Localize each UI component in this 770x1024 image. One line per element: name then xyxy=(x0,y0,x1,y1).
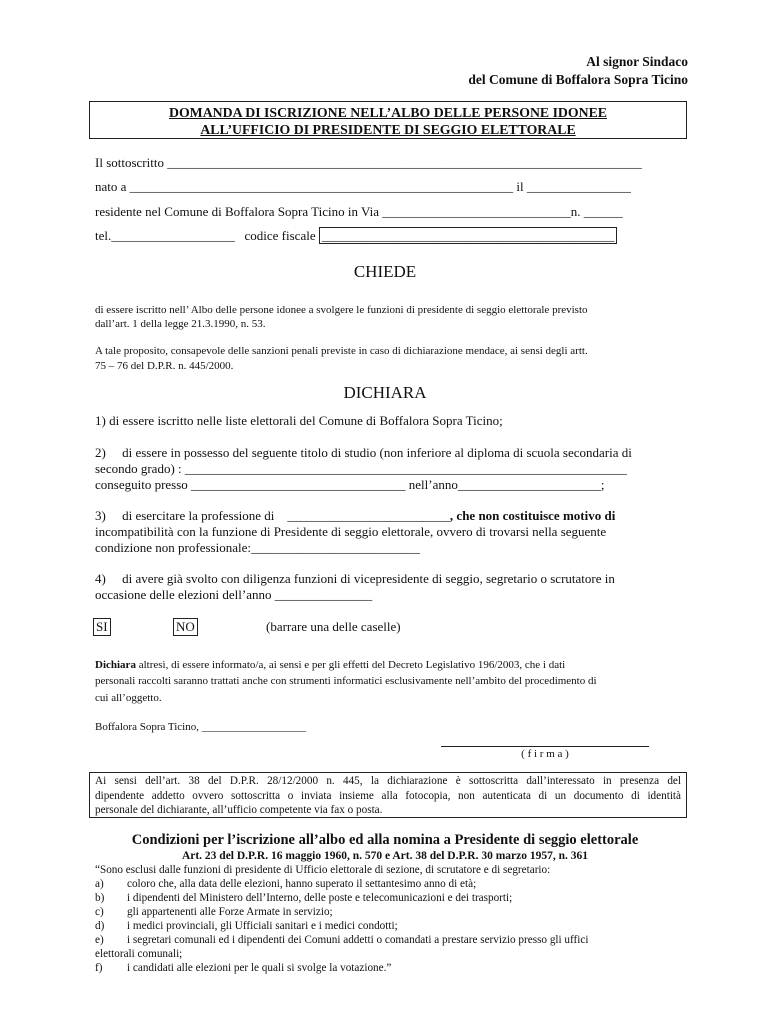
note-line-1: Ai sensi dell’art. 38 del D.P.R. 28/12/2000 n. 445, la dichiarazione è sottoscritta dall’interessato in presenza del xyxy=(95,775,681,787)
signature-line[interactable] xyxy=(441,746,649,747)
legal-note-box xyxy=(89,772,687,818)
condition-item-a xyxy=(95,878,476,890)
condition-text: i segretari comunali ed i dipendenti dei Comuni addetti o comandati a prestare servizio presso gli uffici xyxy=(127,934,589,946)
sottoscritto-blank[interactable]: _________________________________________________________________________ xyxy=(167,155,642,170)
sottoscritto-label: Il sottoscritto xyxy=(95,155,164,170)
dichiara-item-1: 1) di essere iscritto nelle liste elettorali del Comune di Boffalora Sopra Ticino; xyxy=(95,413,503,428)
n-blank[interactable]: ______ xyxy=(583,204,623,219)
dichiara-item-3-line-1 xyxy=(95,508,615,524)
chiede-para2-line1: A tale proposito, consapevole delle sanzioni penali previste in caso di dichiarazione mendace, ai sensi degli artt. xyxy=(95,345,588,357)
form-title-line-1: DOMANDA DI ISCRIZIONE NELL’ALBO DELLE PERSONE IDONEE xyxy=(168,105,608,120)
dichiara-heading: DICHIARA xyxy=(343,383,427,402)
field-sottoscritto xyxy=(95,155,642,171)
n-label: n. xyxy=(570,204,581,219)
condition-item-e-continuation: elettorali comunali; xyxy=(95,948,183,960)
item-2-number: 2) xyxy=(95,445,106,460)
tel-blank[interactable]: ___________________ xyxy=(111,228,235,243)
item-4-text-1: di avere già svolto con diligenza funzioni di vicepresidente di seggio, segretario o scrutatore in xyxy=(122,571,615,586)
item-3-number: 3) xyxy=(95,508,106,523)
item-3-text-1b: , che non costituisce motivo di xyxy=(449,508,616,523)
residente-label: residente nel Comune di Boffalora Sopra Ticino in Via xyxy=(95,204,379,219)
via-blank[interactable]: _____________________________ xyxy=(382,204,571,219)
cf-box[interactable]: _____________________________________________ xyxy=(319,227,618,244)
il-label: il xyxy=(516,179,524,194)
no-checkbox[interactable]: NO xyxy=(173,618,198,636)
form-title-line-2: ALL’UFFICIO DI PRESIDENTE DI SEGGIO ELETTORALE xyxy=(200,122,576,137)
condition-label: e) xyxy=(95,934,104,946)
recipient-line-2: del Comune di Boffalora Sopra Ticino xyxy=(468,72,688,87)
condition-label: d) xyxy=(95,920,105,932)
note-line-3: personale del dichiarante, all’ufficio competente via fax o posta. xyxy=(95,804,383,816)
privacy-line-2: personali raccolti saranno trattati anche con strumenti informatici esclusivamente nell’ambito del procedimento di xyxy=(95,675,597,687)
dichiara-item-2-line-1 xyxy=(95,445,632,461)
condition-label: c) xyxy=(95,906,104,918)
condition-text: coloro che, alla data delle elezioni, hanno superato il settantesimo anno di età; xyxy=(127,878,477,890)
chiede-para1-line1: di essere iscritto nell’ Albo delle persone idonee a svolgere le funzioni di presidente di seggio elettorale previsto xyxy=(95,304,588,316)
privacy-line-3: cui all’oggetto. xyxy=(95,692,162,704)
dichiara-item-4-line-1 xyxy=(95,571,615,587)
privacy-line-1 xyxy=(95,659,565,671)
privacy-line-1-text: altresì, di essere informato/a, ai sensi e per gli effetti del Decreto Legislativo 196/2003, che i dati xyxy=(135,659,566,671)
dichiara-item-3-line-2: incompatibilità con la funzione di Presidente di seggio elettorale, ovvero di trovarsi nella seguente xyxy=(95,524,607,539)
tel-label: tel. xyxy=(95,228,112,243)
chiede-heading: CHIEDE xyxy=(353,262,417,281)
cf-label: codice fiscale xyxy=(244,228,316,243)
nato-blank[interactable]: ___________________________________________________________ xyxy=(129,179,514,194)
dichiara-item-2-line-2[interactable]: secondo grado) : ____________________________________________________________________ xyxy=(95,461,627,476)
item-2-text-1: di essere in possesso del seguente titolo di studio (non inferiore al diploma di scuola secondaria di xyxy=(122,445,632,460)
si-checkbox[interactable]: SI xyxy=(93,618,111,636)
chiede-para2-line2: 75 – 76 del D.P.R. n. 445/2000. xyxy=(95,360,234,372)
conditions-title: Condizioni per l’iscrizione all’albo ed alla nomina a Presidente di seggio elettorale xyxy=(131,832,639,848)
condition-text: gli appartenenti alle Forze Armate in servizio; xyxy=(127,906,333,918)
recipient-line-1: Al signor Sindaco xyxy=(586,54,688,69)
dichiara-item-4-line-2[interactable]: occasione delle elezioni dell’anno _______________ xyxy=(95,587,373,602)
condition-item-c xyxy=(95,906,333,918)
barrare-instruction: (barrare una delle caselle) xyxy=(266,619,401,634)
condition-label: a) xyxy=(95,878,104,890)
place-date-line[interactable]: Boffalora Sopra Ticino, ___________________ xyxy=(95,721,307,733)
condition-item-f xyxy=(95,962,391,974)
field-residente xyxy=(95,204,623,220)
condition-text: i candidati alle elezioni per le quali si svolge la votazione.” xyxy=(127,962,392,974)
firma-label: ( f i r m a ) xyxy=(521,748,569,760)
item-4-number: 4) xyxy=(95,571,106,586)
conditions-intro: “Sono esclusi dalle funzioni di presidente di Ufficio elettorale di sezione, di scrutatore e di segretario: xyxy=(95,864,551,876)
il-blank[interactable]: ________________ xyxy=(526,179,631,194)
condition-text: i dipendenti del Ministero dell’Interno, delle poste e telecomunicazioni e dei trasporti; xyxy=(127,892,513,904)
condition-item-d xyxy=(95,920,398,932)
privacy-bold-word: Dichiara xyxy=(95,659,136,671)
field-tel-cf xyxy=(95,228,617,244)
nato-label: nato a xyxy=(95,179,127,194)
professione-blank[interactable]: _________________________ xyxy=(287,508,450,523)
condition-label: b) xyxy=(95,892,105,904)
conditions-subtitle: Art. 23 del D.P.R. 16 maggio 1960, n. 570 e Art. 38 del D.P.R. 30 marzo 1957, n. 361 xyxy=(181,850,589,862)
note-line-2: dipendente addetto ovvero sottoscritta o inviata insieme alla fotocopia, non autenticata di un documento di identità xyxy=(95,789,681,802)
condition-item-e xyxy=(95,934,588,946)
chiede-para1-line2: dall’art. 1 della legge 21.3.1990, n. 53. xyxy=(95,318,266,330)
field-nato xyxy=(95,179,631,195)
dichiara-item-3-line-3[interactable]: condizione non professionale:__________________________ xyxy=(95,540,420,555)
form-title-box xyxy=(89,101,687,139)
dichiara-item-2-line-3[interactable]: conseguito presso _________________________________ nell’anno______________________; xyxy=(95,477,605,492)
condition-item-b xyxy=(95,892,512,904)
condition-label: f) xyxy=(95,962,103,974)
item-3-text-1a: di esercitare la professione di xyxy=(122,508,275,523)
condition-text: i medici provinciali, gli Ufficiali sanitari e i medici condotti; xyxy=(127,920,398,932)
